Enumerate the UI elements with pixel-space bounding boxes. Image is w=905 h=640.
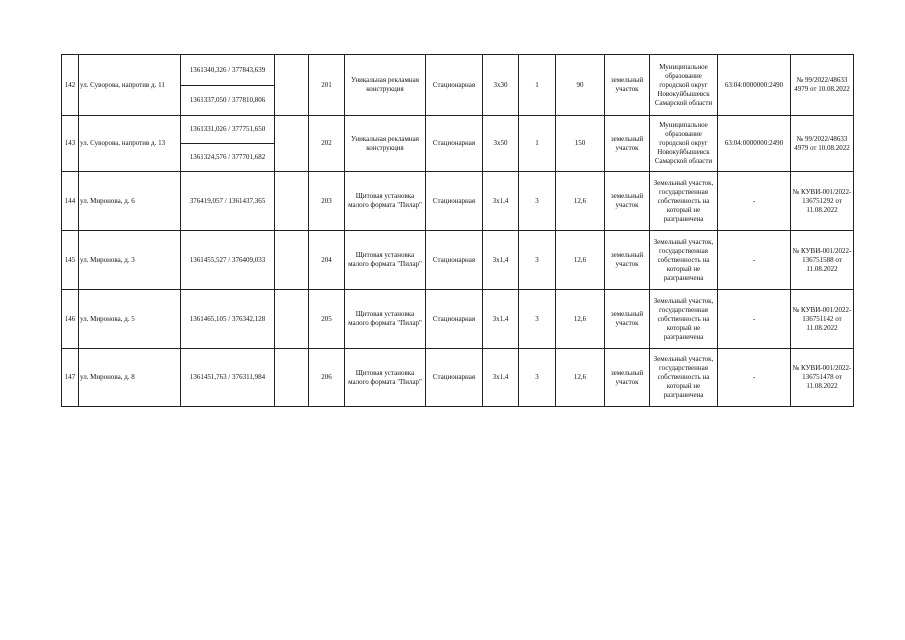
registration-cell: № 99/2022/48633 4979 от 10.08.2022 bbox=[791, 116, 854, 172]
area-cell: 12,6 bbox=[556, 172, 605, 231]
registration-cell: № КУВИ-001/2022-136751142 от 11.08.2022 bbox=[791, 290, 854, 349]
row-number: 142 bbox=[62, 55, 79, 116]
registration-cell: № КУВИ-001/2022-136751588 от 11.08.2022 bbox=[791, 231, 854, 290]
row-number: 145 bbox=[62, 231, 79, 290]
coordinates-cell: 1361324,576 / 377701,682 bbox=[181, 144, 275, 172]
empty-cell bbox=[275, 172, 309, 231]
table-row bbox=[62, 231, 854, 290]
cadastral-cell: - bbox=[718, 349, 791, 407]
empty-cell bbox=[275, 55, 309, 116]
registration-cell: № 99/2022/48633 4979 от 10.08.2022 bbox=[791, 55, 854, 116]
size-cell: 3х50 bbox=[483, 116, 519, 172]
structure-code-cell: 202 bbox=[309, 116, 345, 172]
size-cell: 3х1,4 bbox=[483, 172, 519, 231]
cadastral-cell: 63:04:0000000:2490 bbox=[718, 116, 791, 172]
table-row bbox=[62, 349, 854, 407]
owner-cell: Муниципальное образование городской округ Новокуйбышевск Самарской области bbox=[650, 116, 718, 172]
land-cell: земельный участок bbox=[605, 172, 650, 231]
coordinates-cell: 1361465,105 / 376342,128 bbox=[181, 290, 275, 349]
mount-type-cell: Стационарная bbox=[426, 172, 483, 231]
structure-code-cell: 204 bbox=[309, 231, 345, 290]
land-cell: земельный участок bbox=[605, 55, 650, 116]
registration-cell: № КУВИ-001/2022-136751478 от 11.08.2022 bbox=[791, 349, 854, 407]
address-cell: ул. Миронова, д. 5 bbox=[79, 290, 181, 349]
address-cell: ул. Суворова, напротив д. 13 bbox=[79, 116, 181, 172]
sides-cell: 3 bbox=[519, 349, 556, 407]
row-number: 143 bbox=[62, 116, 79, 172]
registration-cell: № КУВИ-001/2022-136751292 от 11.08.2022 bbox=[791, 172, 854, 231]
coordinates-cell: 1361455,527 / 376409,033 bbox=[181, 231, 275, 290]
land-cell: земельный участок bbox=[605, 116, 650, 172]
mount-type-cell: Стационарная bbox=[426, 290, 483, 349]
sides-cell: 3 bbox=[519, 172, 556, 231]
address-cell: ул. Суворова, напротив д. 11 bbox=[79, 55, 181, 116]
owner-cell: Земельный участок, государственная собственность на который не разграничена bbox=[650, 290, 718, 349]
structure-code-cell: 206 bbox=[309, 349, 345, 407]
address-cell: ул. Миронова, д. 3 bbox=[79, 231, 181, 290]
sides-cell: 3 bbox=[519, 290, 556, 349]
coordinates-cell: 1361340,326 / 377843,639 bbox=[181, 55, 275, 86]
row-number: 144 bbox=[62, 172, 79, 231]
structure-code-cell: 203 bbox=[309, 172, 345, 231]
table-row bbox=[62, 172, 854, 231]
empty-cell bbox=[275, 116, 309, 172]
sides-cell: 1 bbox=[519, 55, 556, 116]
size-cell: 3х30 bbox=[483, 55, 519, 116]
size-cell: 3х1,4 bbox=[483, 231, 519, 290]
land-cell: земельный участок bbox=[605, 290, 650, 349]
table-row bbox=[62, 290, 854, 349]
owner-cell: Муниципальное образование городской округ Новокуйбышевск Самарской области bbox=[650, 55, 718, 116]
address-cell: ул. Миронова, д. 8 bbox=[79, 349, 181, 407]
sides-cell: 1 bbox=[519, 116, 556, 172]
owner-cell: Земельный участок, государственная собственность на который не разграничена bbox=[650, 172, 718, 231]
mount-type-cell: Стационарная bbox=[426, 116, 483, 172]
coordinates-cell: 376419,057 / 1361437,365 bbox=[181, 172, 275, 231]
register-table bbox=[61, 54, 854, 407]
area-cell: 150 bbox=[556, 116, 605, 172]
structure-type-cell: Щитовая установка малого формата "Пилар" bbox=[345, 172, 426, 231]
structure-type-cell: Щитовая установка малого формата "Пилар" bbox=[345, 231, 426, 290]
sides-cell: 3 bbox=[519, 231, 556, 290]
empty-cell bbox=[275, 231, 309, 290]
structure-type-cell: Уникальная рекламная конструкция bbox=[345, 116, 426, 172]
mount-type-cell: Стационарная bbox=[426, 55, 483, 116]
mount-type-cell: Стационарная bbox=[426, 349, 483, 407]
owner-cell: Земельный участок, государственная собственность на который не разграничена bbox=[650, 231, 718, 290]
structure-code-cell: 201 bbox=[309, 55, 345, 116]
address-cell: ул. Миронова, д. 6 bbox=[79, 172, 181, 231]
owner-cell: Земельный участок, государственная собственность на который не разграничена bbox=[650, 349, 718, 407]
empty-cell bbox=[275, 349, 309, 407]
size-cell: 3х1,4 bbox=[483, 290, 519, 349]
size-cell: 3х1,4 bbox=[483, 349, 519, 407]
structure-code-cell: 205 bbox=[309, 290, 345, 349]
land-cell: земельный участок bbox=[605, 231, 650, 290]
cadastral-cell: - bbox=[718, 290, 791, 349]
area-cell: 12,6 bbox=[556, 290, 605, 349]
row-number: 146 bbox=[62, 290, 79, 349]
coordinates-cell: 1361331,026 / 377751,650 bbox=[181, 116, 275, 144]
cadastral-cell: - bbox=[718, 172, 791, 231]
structure-type-cell: Уникальная рекламная конструкция bbox=[345, 55, 426, 116]
coordinates-cell: 1361451,763 / 376311,984 bbox=[181, 349, 275, 407]
row-number: 147 bbox=[62, 349, 79, 407]
table-row bbox=[62, 55, 854, 86]
structure-type-cell: Щитовая установка малого формата "Пилар" bbox=[345, 290, 426, 349]
empty-cell bbox=[275, 290, 309, 349]
area-cell: 12,6 bbox=[556, 349, 605, 407]
area-cell: 12,6 bbox=[556, 231, 605, 290]
table-row bbox=[62, 116, 854, 144]
coordinates-cell: 1361337,050 / 377810,806 bbox=[181, 86, 275, 116]
cadastral-cell: - bbox=[718, 231, 791, 290]
structure-type-cell: Щитовая установка малого формата "Пилар" bbox=[345, 349, 426, 407]
mount-type-cell: Стационарная bbox=[426, 231, 483, 290]
cadastral-cell: 63:04:0000000:2490 bbox=[718, 55, 791, 116]
area-cell: 90 bbox=[556, 55, 605, 116]
land-cell: земельный участок bbox=[605, 349, 650, 407]
